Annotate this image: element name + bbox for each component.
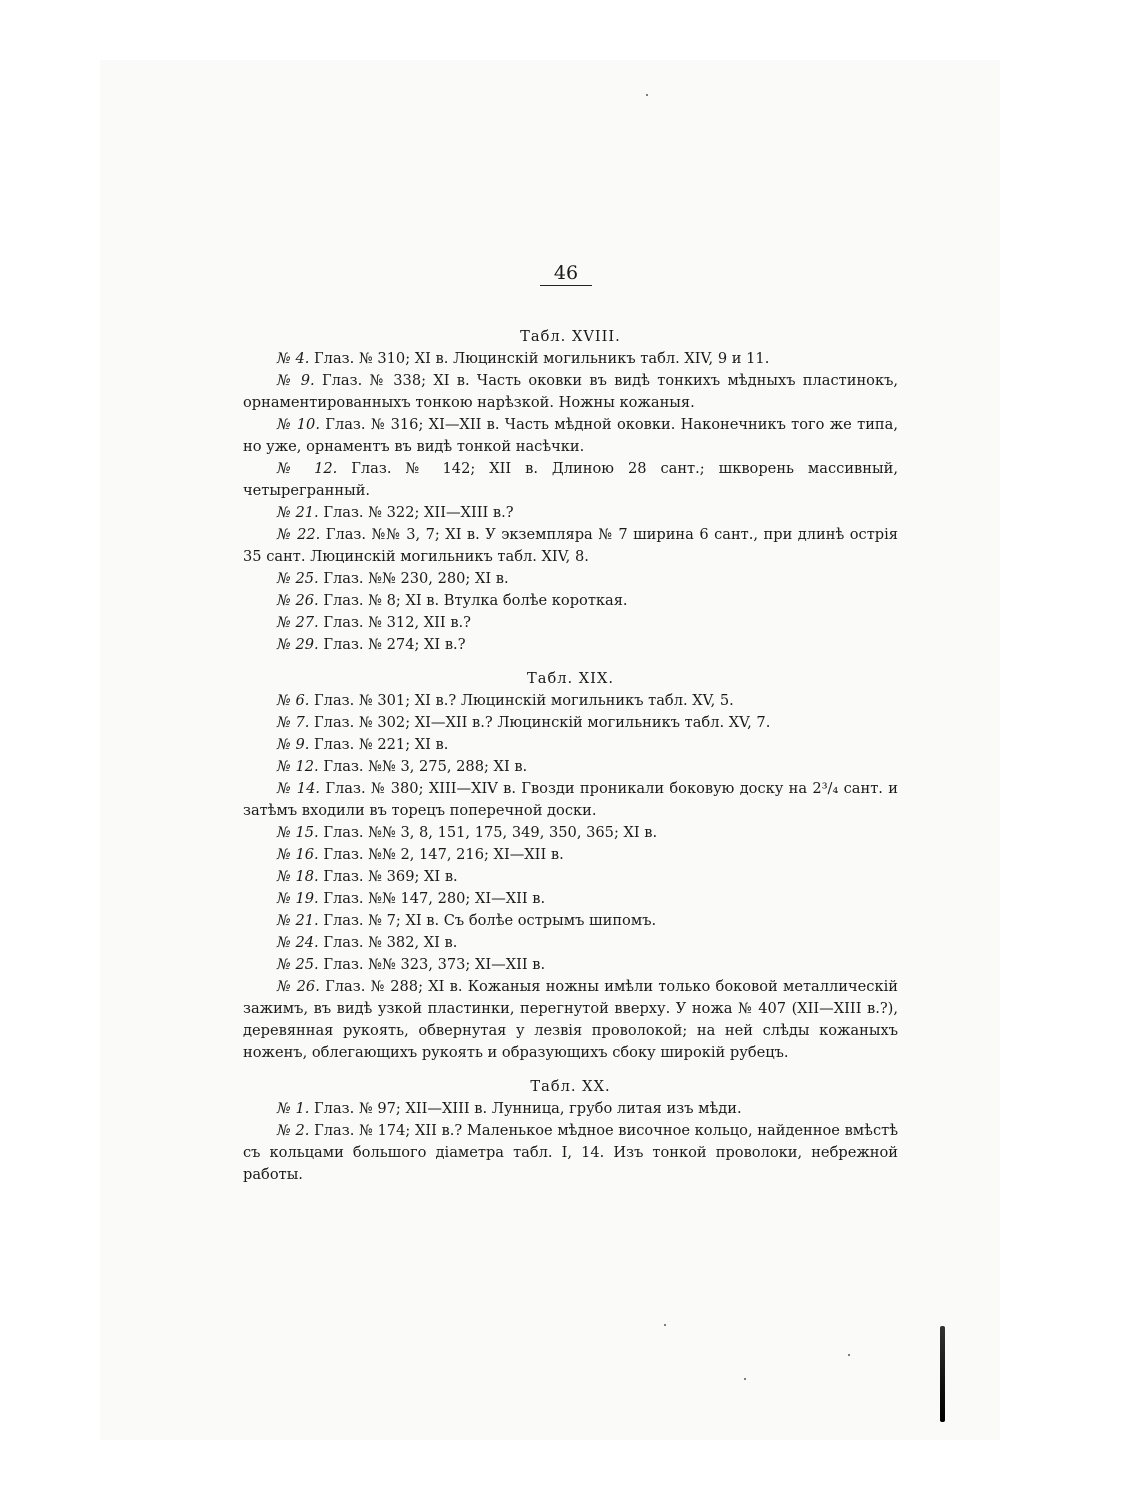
entry-text: Глаз. № 7; XI в. Съ болѣе острымъ шипомъ. xyxy=(323,912,657,929)
entry-text: Глаз. № 338; XI в. Часть оковки въ видѣ тонкихъ мѣдныхъ пластинокъ, орнаментированныхъ тонкою нарѣзкой. Ножны кожаныя. xyxy=(243,372,899,411)
entry xyxy=(243,932,898,954)
entry-text: Глаз. № 301; XI в.? Люцинскій могильникъ табл. XV, 5. xyxy=(314,692,734,709)
entry xyxy=(243,866,898,888)
entry xyxy=(243,348,898,370)
scan-edge-mark xyxy=(940,1326,945,1422)
entry-text: Глаз. № 142; XII в. Длиною 28 сант.; шкворень массивный, четырегранный. xyxy=(243,460,898,499)
entry-text: Глаз. №№ 2, 147, 216; XI—XII в. xyxy=(323,846,564,863)
section-title: Табл. XX. xyxy=(530,1078,611,1095)
entry-number: № 12. xyxy=(277,460,338,477)
entry-number: № 25. xyxy=(277,570,319,587)
scan-speck xyxy=(848,1354,850,1356)
entry-text: Глаз. № 316; XI—XII в. Часть мѣдной оковки. Наконечникъ того же типа, но уже, орнаментъ въ видѣ тонкой насѣчки. xyxy=(243,416,898,455)
entry xyxy=(243,734,898,756)
entry-number: № 26. xyxy=(277,978,320,995)
entry-text: Глаз. № 8; XI в. Втулка болѣе короткая. xyxy=(323,592,628,609)
entry-number: № 21. xyxy=(277,912,319,929)
entry-text: Глаз. № 380; XIII—XIV в. Гвозди проникали боковую доску на 2³/₄ сант. и затѣмъ входили въ торецъ поперечной доски. xyxy=(243,780,898,819)
section-title: Табл. XVIII. xyxy=(520,328,621,345)
entry xyxy=(243,568,898,590)
entry-number: № 1. xyxy=(277,1100,310,1117)
entry-number: № 2. xyxy=(277,1122,310,1139)
entry xyxy=(243,524,898,568)
entry-text: Глаз. № 97; XII—XIII в. Лунница, грубо литая изъ мѣди. xyxy=(314,1100,742,1117)
entry xyxy=(243,690,898,712)
entry-number: № 21. xyxy=(277,504,319,521)
entry-text: Глаз. №№ 3, 8, 151, 175, 349, 350, 365; XI в. xyxy=(323,824,658,841)
entry-text: Глаз. № 312, XII в.? xyxy=(323,614,472,631)
entry-text: Глаз. № 288; XI в. Кожаныя ножны имѣли только боковой металлическій зажимъ, въ видѣ узкой пластинки, перегнутой вверху. У ножа № 407 (XII—XIII в.?), деревянная рукоять, обвернутая у лезвія проволокой; на ней слѣды кожаныхъ ноженъ, облегающихъ рукоять и образующихъ сбоку широкій рубецъ. xyxy=(243,978,898,1061)
section-title: Табл. XIX. xyxy=(527,670,614,687)
entry-text: Глаз. №№ 230, 280; XI в. xyxy=(323,570,509,587)
entry-text: Глаз. №№ 147, 280; XI—XII в. xyxy=(323,890,546,907)
entry-number: № 4. xyxy=(277,350,310,367)
entry-number: № 19. xyxy=(277,890,319,907)
entry xyxy=(243,502,898,524)
entry-text: Глаз. № 322; XII—XIII в.? xyxy=(323,504,514,521)
page-body xyxy=(243,326,898,1186)
entry-number: № 26. xyxy=(277,592,319,609)
entry xyxy=(243,756,898,778)
entry-text: Глаз. № 221; XI в. xyxy=(314,736,449,753)
scan-speck xyxy=(664,1324,666,1326)
entry-number: № 12. xyxy=(277,758,319,775)
entry xyxy=(243,414,898,458)
page-number: 46 xyxy=(540,263,592,286)
entry-number: № 16. xyxy=(277,846,319,863)
entry xyxy=(243,370,898,414)
entry-text: Глаз. № 382, XI в. xyxy=(323,934,458,951)
entry xyxy=(243,590,898,612)
entry-text: Глаз. №№ 323, 373; XI—XII в. xyxy=(323,956,546,973)
entry xyxy=(243,1098,898,1120)
entry-number: № 24. xyxy=(277,934,319,951)
entry-text: Глаз. № 369; XI в. xyxy=(323,868,458,885)
entry xyxy=(243,634,898,656)
entry-text: Глаз. № 274; XI в.? xyxy=(323,636,466,653)
entry xyxy=(243,778,898,822)
entry-text: Глаз. № 302; XI—XII в.? Люцинскій могильникъ табл. XV, 7. xyxy=(314,714,771,731)
entry xyxy=(243,822,898,844)
entry xyxy=(243,712,898,734)
entry xyxy=(243,844,898,866)
entry xyxy=(243,458,898,502)
entry xyxy=(243,910,898,932)
entry-number: № 9. xyxy=(277,372,315,389)
entry-text: Глаз. № 174; XII в.? Маленькое мѣдное височное кольцо, найденное вмѣстѣ съ кольцами большого діаметра табл. I, 14. Изъ тонкой проволоки, небрежной работы. xyxy=(243,1122,898,1183)
scan-speck xyxy=(646,94,648,96)
entry-number: № 14. xyxy=(277,780,321,797)
entry-text: Глаз. №№ 3, 275, 288; XI в. xyxy=(323,758,528,775)
entry-number: № 7. xyxy=(277,714,310,731)
entry-number: № 29. xyxy=(277,636,319,653)
entry-number: № 15. xyxy=(277,824,319,841)
entry-text: Глаз. №№ 3, 7; XI в. У экземпляра № 7 ширина 6 сант., при длинѣ острія 35 сант. Люцинскій могильникъ табл. XIV, 8. xyxy=(243,526,898,565)
entry-number: № 22. xyxy=(277,526,321,543)
entry-number: № 27. xyxy=(277,614,319,631)
entry xyxy=(243,1120,898,1186)
entry-number: № 18. xyxy=(277,868,319,885)
entry-number: № 10. xyxy=(277,416,320,433)
entry-number: № 9. xyxy=(277,736,310,753)
entry xyxy=(243,612,898,634)
entry-text: Глаз. № 310; XI в. Люцинскій могильникъ табл. XIV, 9 и 11. xyxy=(314,350,770,367)
entry xyxy=(243,976,898,1064)
entry-number: № 25. xyxy=(277,956,319,973)
entry xyxy=(243,954,898,976)
scan-speck xyxy=(744,1378,746,1380)
entry-number: № 6. xyxy=(277,692,310,709)
entry xyxy=(243,888,898,910)
